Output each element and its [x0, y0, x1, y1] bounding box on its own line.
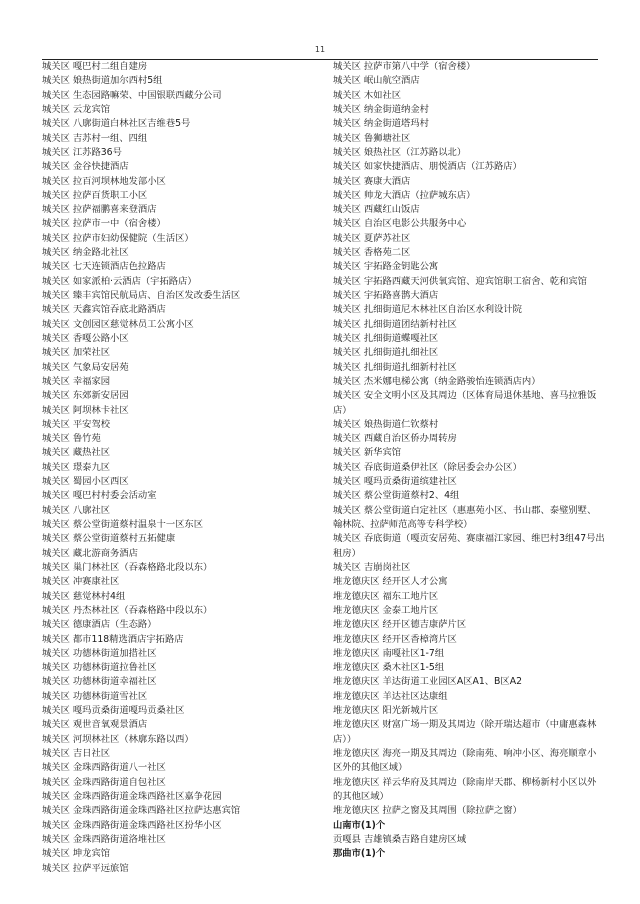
list-item: 城关区 吞底街道桑伊社区（除居委会办公区）	[333, 461, 522, 473]
list-item: 城关区 金珠西路街道洛堆社区	[42, 833, 166, 845]
list-item: 堆龙德庆区 拉萨之窗及其周围（除拉萨之窗）	[333, 805, 522, 817]
list-item: 城关区 气象局安居苑	[42, 361, 129, 373]
list-item: 城关区 金珠西路街道自包社区	[42, 776, 166, 788]
list-item: 堆龙德庆区 海亮一期及其周边（除南苑、响冲小区、海亮顺章小区外的其他区域）	[333, 748, 597, 774]
list-item: 城关区 璟泰九区	[42, 461, 111, 473]
list-item: 城关区 功德林街道幸福社区	[42, 676, 157, 688]
list-item: 堆龙德庆区 南嘎社区1-7组	[333, 647, 445, 659]
list-item: 城关区 天鑫宾馆吞底北路酒店	[42, 304, 166, 316]
list-item: 城关区 扎细街道团结新村社区	[333, 318, 457, 330]
list-item: 城关区 江苏路36号	[42, 146, 122, 158]
list-item: 城关区 西藏自治区侨办周转房	[333, 433, 457, 445]
list-item: 贡嘎县 吉雄镇桑吉路自建房区域	[333, 833, 467, 845]
list-item: 城关区 冲赛康社区	[42, 576, 120, 588]
list-item: 堆龙德庆区 金泰工地片区	[333, 604, 439, 616]
list-item: 城关区 扎细街道扎细社区	[333, 347, 439, 359]
list-item: 城关区 香格苑二区	[333, 247, 411, 259]
list-item: 城关区 岷山航空酒店	[333, 75, 420, 87]
list-item: 城关区 加荣社区	[42, 347, 111, 359]
list-item: 城关区 赛康大酒店	[333, 175, 411, 187]
list-item: 城关区 嘎巴村二组自建房	[42, 61, 148, 72]
list-item: 城关区 河坝林社区（林廓东路以西）	[42, 733, 194, 745]
list-item: 城关区 扎细街道尼木林社区自治区水利设计院	[333, 304, 522, 316]
list-item: 城关区 木如社区	[333, 89, 402, 101]
list-item: 城关区 嘎玛贡桑街道缤建社区	[333, 476, 457, 488]
list-item: 堆龙德庆区 桑木社区1-5组	[333, 662, 445, 674]
list-item: 城关区 扎细街道扎细新村社区	[333, 361, 457, 373]
list-item: 城关区 功德林街道雪社区	[42, 690, 148, 702]
list-item: 城关区 吉日社区	[42, 748, 111, 759]
list-item: 城关区 蔡公堂街道蔡村2、4组	[333, 490, 460, 502]
list-item: 城关区 生态园路嘛荣、中国银联西藏分公司	[42, 89, 222, 101]
list-item: 城关区 纳金路北社区	[42, 247, 129, 259]
list-item: 堆龙德庆区 阳光新城片区	[333, 705, 439, 717]
list-item: 城关区 嘎巴村村委会活动室	[42, 490, 157, 502]
list-item: 城关区 拉萨市一中（宿舍楼）	[42, 218, 166, 230]
list-item: 城关区 云龙宾馆	[42, 103, 111, 115]
list-item: 城关区 平安驾校	[42, 418, 111, 430]
list-item: 城关区 金谷快捷酒店	[42, 161, 129, 173]
list-item: 城关区 蔡公堂街道蔡村五拓健康	[42, 533, 176, 545]
list-item: 城关区 如家派柏·云酒店（宇拓路店）	[42, 275, 197, 287]
list-item: 城关区 宇拓路西藏天河供氧宾馆、迎宾馆职工宿舍、乾和宾馆	[333, 275, 587, 287]
list-item: 城关区 鲁竹苑	[42, 433, 101, 445]
list-item: 堆龙德庆区 经开区香樟湾片区	[333, 633, 457, 645]
list-item: 城关区 都市118精选酒店宇拓路店	[42, 633, 184, 645]
list-item: 城关区 坤龙宾馆	[42, 848, 111, 860]
list-item: 城关区 新华宾馆	[333, 447, 402, 459]
list-item: 城关区 东郊新安居园	[42, 390, 129, 402]
list-item: 城关区 帅龙大酒店（拉萨城东店）	[333, 189, 476, 201]
list-item: 城关区 拉萨平远旅馆	[42, 862, 129, 874]
list-item: 堆龙德庆区 福东工地片区	[333, 590, 439, 602]
list-item: 堆龙德庆区 经开区人才公寓	[333, 576, 448, 588]
list-item: 城关区 香嘎公路小区	[42, 332, 129, 344]
list-item: 城关区 纳金街道塔玛村	[333, 118, 429, 130]
list-item: 城关区 宇拓路金钥匙公寓	[333, 261, 439, 273]
page-number: 11	[314, 45, 326, 54]
list-item: 城关区 杰米娜电梯公寓（纳金路骏怡连锁酒店内）	[333, 375, 541, 387]
list-item: 城关区 拉萨百货职工小区	[42, 189, 148, 201]
list-item: 堆龙德庆区 祥云华府及其周边（除南岸天郡、柳杨新村小区以外的其他区域）	[333, 776, 597, 802]
list-item: 城关区 观世音氧观景酒店	[42, 719, 148, 731]
list-item: 城关区 八廓街道白林社区吉维巷5号	[42, 118, 191, 130]
list-item: 堆龙德庆区 财富广场一期及其周边（除开瑞达超市（中庸惠森林店））	[333, 719, 597, 745]
list-item: 城关区 吞底街道（嘎贡安居苑、赛康福江家园、维巴村3组47号出租房）	[333, 533, 605, 559]
list-item: 城关区 夏萨苏社区	[333, 232, 411, 244]
list-item: 堆龙德庆区 羊达街道工业园区A区A1、B区A2	[333, 676, 522, 688]
list-item: 城关区 丹杰林社区（吞森格路中段以东）	[42, 604, 213, 616]
list-item: 城关区 拉萨市妇幼保健院（生活区）	[42, 232, 194, 244]
list-item: 城关区 蜀园小区西区	[42, 476, 129, 488]
list-item: 城关区 文创园区慈觉林员工公寓小区	[42, 318, 194, 330]
list-item: 城关区 金珠西路街道金珠西路社区拉萨达惠宾馆	[42, 805, 241, 817]
list-item: 城关区 德康酒店（生态路）	[42, 619, 157, 631]
list-item: 城关区 功德林街道加措社区	[42, 647, 157, 659]
list-item: 城关区 金珠西路街道金珠西路社区嘉争花园	[42, 790, 222, 802]
list-item: 城关区 纳金街道纳金村	[333, 103, 429, 115]
list-item: 城关区 拉萨福鹏喜来登酒店	[42, 204, 157, 216]
list-item: 城关区 娘热街道加尔西村5组	[42, 75, 163, 87]
list-item: 城关区 娘热街道仁钦蔡村	[333, 418, 439, 430]
list-item: 城关区 幸福家园	[42, 375, 111, 387]
list-item: 堆龙德庆区 羊达社区达康组	[333, 690, 448, 702]
list-item: 城关区 阿坝林卡社区	[42, 404, 129, 416]
list-item: 城关区 鲁狮塘社区	[333, 132, 411, 144]
list-item: 城关区 自治区电影公共服务中心	[333, 218, 467, 230]
list-item: 城关区 蔡公堂街道白定社区（惠惠苑小区、书山郡、泰璧别墅、翰林院、拉萨师范高等专科学校）	[333, 504, 597, 530]
list-item: 城关区 藏热社区	[42, 447, 111, 459]
list-item: 城关区 吉崩岗社区	[333, 561, 411, 573]
section-heading: 山南市(1)个	[333, 819, 386, 831]
list-item: 城关区 七天连锁酒店色拉路店	[42, 261, 166, 273]
list-item: 城关区 拉萨市第八中学（宿舍楼）	[333, 61, 476, 72]
list-item: 城关区 金珠西路街道金珠西路社区扮华小区	[42, 819, 222, 831]
list-item: 城关区 宇拓路喜鹊大酒店	[333, 290, 439, 301]
list-item: 城关区 慈觉林村4组	[42, 590, 126, 602]
list-item: 城关区 嘎玛贡桑街道嘎玛贡桑社区	[42, 705, 185, 717]
list-item: 城关区 功德林街道拉鲁社区	[42, 662, 157, 674]
list-item: 城关区 八廓社区	[42, 504, 111, 516]
list-item: 城关区 臻丰宾馆民航局店、自治区发改委生活区	[42, 290, 241, 301]
list-item: 城关区 蔡公堂街道蔡村温泉十一区东区	[42, 519, 204, 530]
right-column	[333, 60, 605, 862]
list-item: 城关区 西藏红山饭店	[333, 204, 420, 216]
list-item: 城关区 吉苏村一组、四组	[42, 132, 148, 144]
left-column	[42, 60, 304, 876]
list-item: 城关区 拉百河坝林地发部小区	[42, 175, 166, 187]
list-item: 城关区 安全文明小区及其周边（区体育局退休基地、喜马拉雅饭店）	[333, 390, 597, 416]
list-item: 堆龙德庆区 经开区德吉康萨片区	[333, 619, 467, 631]
list-item: 城关区 娘热社区（江苏路以北）	[333, 146, 467, 158]
section-heading: 那曲市(1)个	[333, 848, 386, 860]
list-item: 城关区 金珠西路街道八一社区	[42, 762, 166, 774]
list-item: 城关区 藏北游商务酒店	[42, 547, 138, 559]
list-item: 城关区 扎细街道蝶嘎社区	[333, 332, 439, 344]
list-item: 城关区 巢门林社区（吞森格路北段以东）	[42, 561, 213, 573]
list-item: 城关区 如家快捷酒店、朋悦酒店（江苏路店）	[333, 161, 522, 173]
